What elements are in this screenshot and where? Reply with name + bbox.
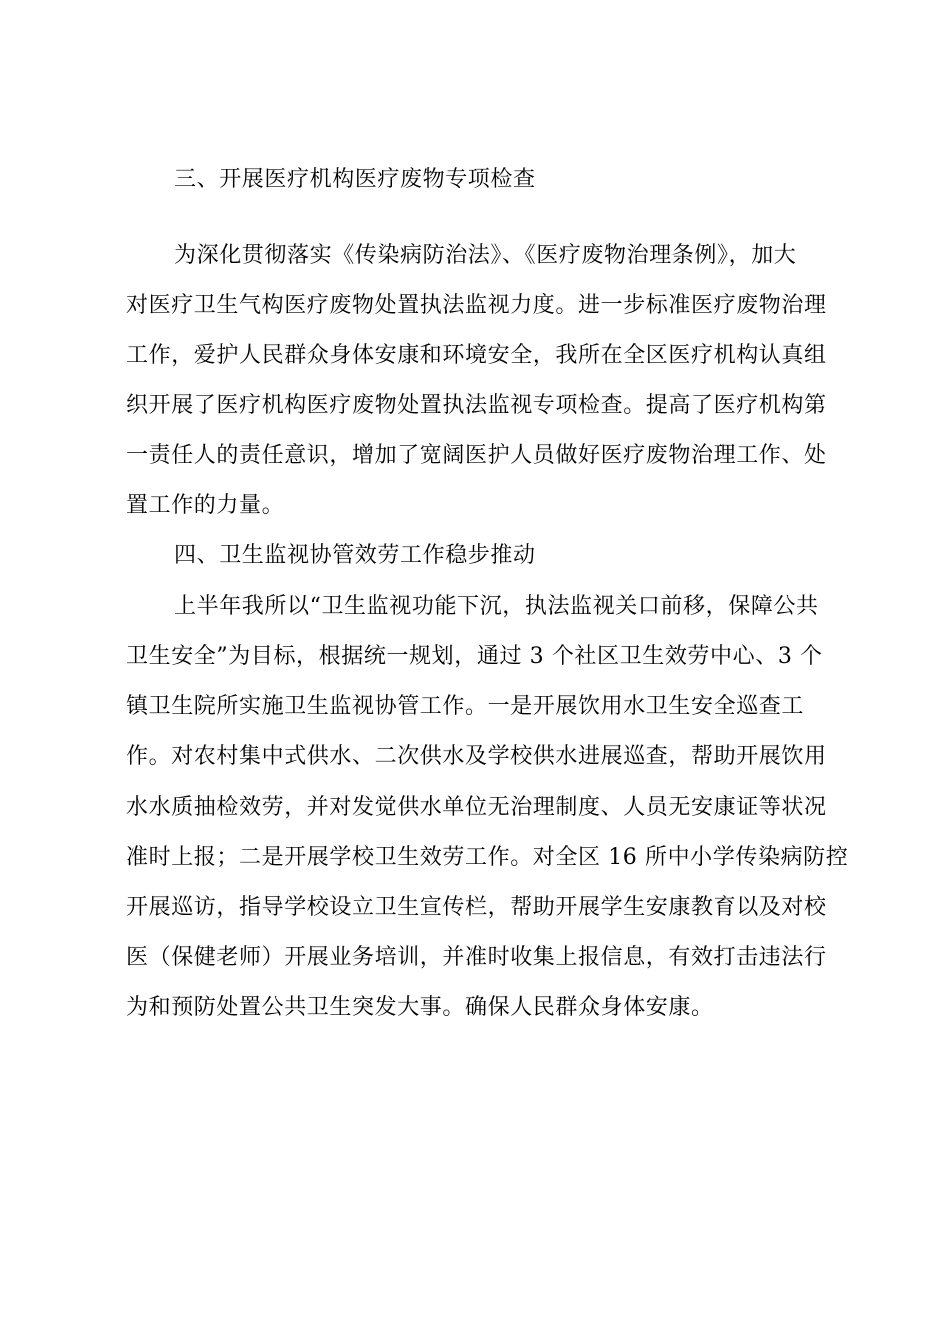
paragraph-line: 水水质抽检效劳，并对发觉供水单位无治理制度、人员无安康证等状况 [126, 795, 827, 820]
paragraph-line: 医（保健老师）开展业务培训，并准时收集上报信息，有效打击违法行 [126, 945, 827, 970]
paragraph-line: 镇卫生院所实施卫生监视协管工作。一是开展饮用水卫生安全巡查工 [126, 694, 805, 719]
section-heading-4: 四、卫生监视协管效劳工作稳步推动 [174, 543, 536, 568]
paragraph-line: 卫生安全”为目标，根据统一规划，通过 3 个社区卫生效劳中心、3 个 [126, 644, 823, 669]
paragraph-line: 一责任人的责任意识，增加了宽阔医护人员做好医疗废物治理工作、处 [126, 443, 827, 468]
paragraph-line: 为深化贯彻落实《传染病防治法》、《医疗废物治理条例》，加大 [174, 243, 797, 268]
paragraph-line: 对医疗卫生气构医疗废物处置执法监视力度。进一步标准医疗废物治理 [126, 293, 827, 318]
paragraph-line: 准时上报；二是开展学校卫生效劳工作。对全区 16 所中小学传染病防控 [126, 845, 849, 870]
section-heading-3: 三、开展医疗机构医疗废物专项检查 [174, 167, 536, 192]
paragraph-line: 为和预防处置公共卫生突发大事。确保人民群众身体安康。 [126, 995, 714, 1020]
paragraph-line: 上半年我所以“卫生监视功能下沉，执法监视关口前移，保障公共 [174, 594, 819, 619]
paragraph-line: 开展巡访，指导学校设立卫生宣传栏，帮助开展学生安康教育以及对校 [126, 895, 827, 920]
paragraph-line: 工作，爱护人民群众身体安康和环境安全，我所在全区医疗机构认真组 [126, 343, 827, 368]
paragraph-line: 置工作的力量。 [126, 493, 285, 518]
paragraph-line: 作。对农村集中式供水、二次供水及学校供水进展巡查，帮助开展饮用 [126, 744, 827, 769]
paragraph-line: 织开展了医疗机构医疗废物处置执法监视专项检查。提高了医疗机构第 [126, 393, 827, 418]
